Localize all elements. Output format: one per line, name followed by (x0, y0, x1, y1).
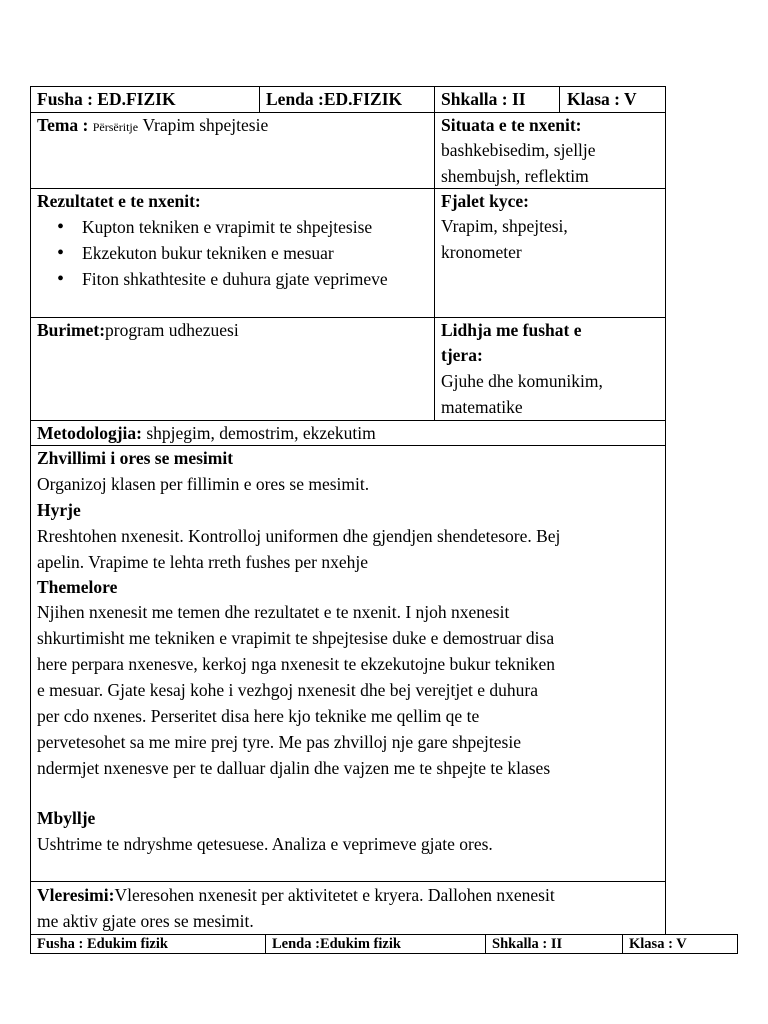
footer-fusha: Fusha : Edukim fizik (37, 936, 168, 952)
table-border-left (30, 86, 31, 934)
list-item (37, 266, 427, 292)
hyrje-heading: Hyrje (37, 500, 81, 520)
header-lenda-value: ED.FIZIK (323, 89, 403, 109)
footer-border (737, 934, 738, 954)
themelore-line: here perpara nxenesve, kerkoj nga nxenesit te ekzekutojne bukur tekniken (37, 654, 555, 674)
themelore-heading: Themelore (37, 577, 118, 597)
header-fusha (37, 86, 176, 112)
footer-border (622, 934, 623, 954)
metodologjia-field (37, 420, 376, 446)
header-klasa-value: V (624, 89, 637, 109)
tema-value: Vrapim shpejtesie (142, 115, 269, 135)
header-klasa-label: Klasa : (567, 89, 625, 109)
zhvillimi-intro: Organizoj klasen per fillimin e ores se mesimit. (37, 474, 370, 494)
zhvillimi-heading: Zhvillimi i ores se mesimit (37, 448, 234, 468)
header-klasa (567, 86, 637, 112)
vleresimi-label: Vleresimi: (37, 885, 115, 905)
vleresimi-field (37, 882, 555, 908)
themelore-line: per cdo nxenes. Perseritet disa here kjo teknike me qellim qe te (37, 706, 480, 726)
footer-shkalla: Shkalla : II (492, 936, 563, 952)
footer-border-bottom (30, 953, 738, 954)
header-fusha-value: ED.FIZIK (97, 89, 176, 109)
lidhja-label: Lidhja me fushat e (441, 320, 582, 340)
list-item (37, 240, 427, 266)
mbyllje-heading: Mbyllje (37, 808, 96, 828)
header-lenda (266, 86, 402, 112)
themelore-line: pervetesohet sa me mire prej tyre. Me pas zhvilloj nje gare shpejtesie (37, 732, 521, 752)
fjalet-line: kronometer (441, 242, 522, 262)
metodologjia-value: shpjegim, demostrim, ekzekutim (146, 423, 376, 443)
table-border (559, 86, 560, 112)
burimet-value: program udhezuesi (105, 320, 239, 340)
footer-border (30, 934, 31, 954)
rezultatet-item: Ekzekuton bukur tekniken e mesuar (82, 243, 334, 263)
vleresimi-line: me aktiv gjate ores se mesimit. (37, 911, 254, 931)
themelore-line: ndermjet nxenesve per te dalluar djalin dhe vajzen me te shpejte te klases (37, 758, 551, 778)
header-shkalla (441, 86, 526, 112)
themelore-line: shkurtimisht me tekniken e vrapimit te shpejtesise duke e demostruar disa (37, 628, 555, 648)
rezultatet-label: Rezultatet e te nxenit: (37, 191, 201, 211)
table-border (259, 86, 260, 112)
footer-lenda: Lenda :Edukim fizik (272, 936, 401, 952)
situata-line: bashkebisedim, sjellje (441, 140, 596, 160)
table-border (434, 86, 435, 420)
hyrje-line: Rreshtohen nxenesit. Kontrolloj uniformen dhe gjendjen shendetesore. Bej (37, 526, 561, 546)
hyrje-line: apelin. Vrapime te lehta rreth fushes per nxehje (37, 552, 368, 572)
rezultatet-item: Kupton tekniken e vrapimit te shpejtesise (82, 217, 373, 237)
footer-border (485, 934, 486, 954)
tema-field (37, 112, 268, 140)
lidhja-line: Gjuhe dhe komunikim, (441, 371, 603, 391)
header-fusha-label: Fusha : (37, 89, 98, 109)
mbyllje-line: Ushtrime te ndryshme qetesuese. Analiza e veprimeve gjate ores. (37, 834, 493, 854)
vleresimi-line: Vleresohen nxenesit per aktivitetet e kryera. Dallohen nxenesit (114, 885, 555, 905)
fjalet-line: Vrapim, shpejtesi, (441, 216, 568, 236)
burimet-label: Burimet: (37, 320, 106, 340)
lidhja-line: matematike (441, 397, 523, 417)
lidhja-label: tjera: (441, 345, 483, 365)
tema-prefix: Përsëritje (92, 120, 139, 134)
rezultatet-item: Fiton shkathtesite e duhura gjate veprimeve (82, 269, 388, 289)
list-item (37, 214, 427, 240)
situata-label: Situata e te nxenit: (441, 115, 582, 135)
footer-klasa: Klasa : V (629, 936, 687, 952)
burimet-field (37, 317, 239, 343)
fjalet-label: Fjalet kyce: (441, 191, 529, 211)
table-border-right (665, 86, 666, 934)
header-shkalla-label: Shkalla : (441, 89, 512, 109)
header-shkalla-value: II (512, 89, 526, 109)
footer-border (265, 934, 266, 954)
tema-label: Tema : (37, 115, 93, 135)
metodologjia-label: Metodologjia: (37, 423, 147, 443)
themelore-line: e mesuar. Gjate kesaj kohe i vezhgoj nxenesit dhe bej verejtjet e duhura (37, 680, 538, 700)
rezultatet-list (37, 214, 427, 292)
situata-line: shembujsh, reflektim (441, 166, 589, 186)
themelore-line: Njihen nxenesit me temen dhe rezultatet e te nxenit. I njoh nxenesit (37, 602, 510, 622)
header-lenda-label: Lenda : (266, 89, 324, 109)
